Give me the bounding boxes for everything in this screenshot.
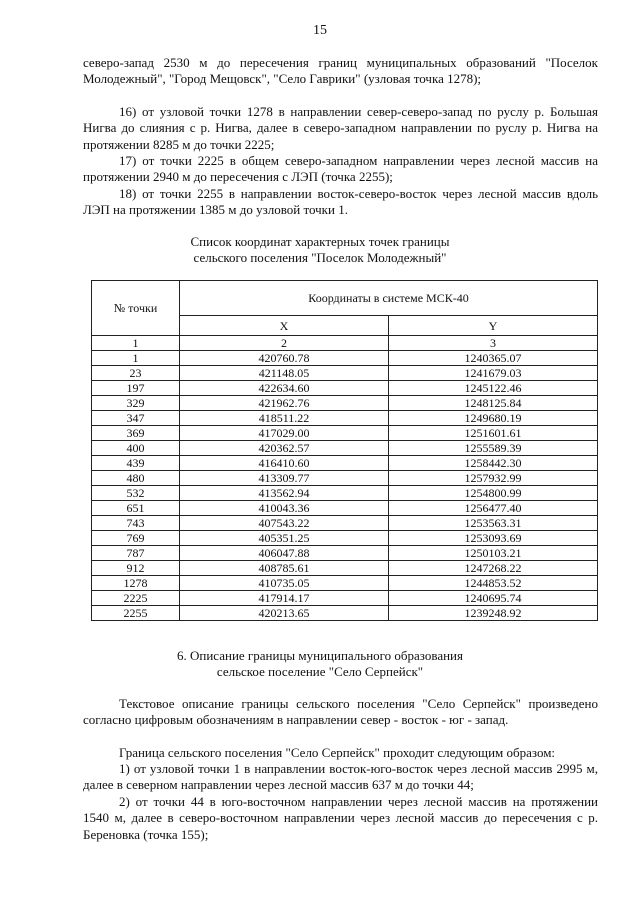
table-row [92, 531, 598, 546]
cell-x: 413562.94 [180, 486, 389, 501]
cell-y: 1239248.92 [389, 606, 598, 621]
cell-point: 329 [92, 396, 180, 411]
cell-x: 417914.17 [180, 591, 389, 606]
cell-x: 410735.05 [180, 576, 389, 591]
cell-x: 410043.36 [180, 501, 389, 516]
cell-x: 413309.77 [180, 471, 389, 486]
table-row [92, 501, 598, 516]
cell-y: 1240365.07 [389, 351, 598, 366]
header-coordinate-system: Координаты в системе МСК-40 [180, 281, 598, 316]
table-row [92, 411, 598, 426]
cell-point: 651 [92, 501, 180, 516]
cell-y: 1248125.84 [389, 396, 598, 411]
table-row [92, 591, 598, 606]
cell-point: 2225 [92, 591, 180, 606]
cell-x: 418511.22 [180, 411, 389, 426]
cell-x: 421148.05 [180, 366, 389, 381]
table-row [92, 546, 598, 561]
table-row [92, 381, 598, 396]
section-heading-line-1: 6. Описание границы муниципального образования [177, 648, 463, 663]
table-row [92, 366, 598, 381]
paragraph-item-1: 1) от узловой точки 1 в направлении восток-юго-восток через лесной массив 2995 м, далее в северном направлении через лесной массив 637 м до точки 44; [83, 761, 598, 793]
cell-point: 787 [92, 546, 180, 561]
cell-x: 420213.65 [180, 606, 389, 621]
cell-point: 369 [92, 426, 180, 441]
index-cell: 3 [389, 336, 598, 351]
cell-x: 405351.25 [180, 531, 389, 546]
cell-x: 421962.76 [180, 396, 389, 411]
table-row [92, 396, 598, 411]
cell-x: 420362.57 [180, 441, 389, 456]
paragraph-item-17: 17) от точки 2225 в общем северо-западном направлении через лесной массив на протяжении 2940 м до пересечения с ЛЭП (точка 2255); [83, 153, 598, 185]
table-caption-line-1: Список координат характерных точек границы [190, 234, 450, 249]
paragraph-intro-continuation: северо-запад 2530 м до пересечения границ муниципальных образований "Поселок Молодежный", "Город Мещовск", "Село Гаврики" (узловая точка 1278); [83, 55, 598, 87]
cell-x: 422634.60 [180, 381, 389, 396]
table-row [92, 561, 598, 576]
table-row [92, 486, 598, 501]
cell-y: 1254800.99 [389, 486, 598, 501]
header-point-number: № точки [92, 281, 180, 336]
table-row [92, 441, 598, 456]
paragraph-text-description: Текстовое описание границы сельского поселения "Село Серпейск" произведено согласно цифровым обозначениям в направлении север - восток - юг - запад. [83, 696, 598, 728]
cell-y: 1251601.61 [389, 426, 598, 441]
index-cell: 2 [180, 336, 389, 351]
cell-y: 1241679.03 [389, 366, 598, 381]
paragraph-item-18: 18) от точки 2255 в направлении восток-северо-восток через лесной массив вдоль ЛЭП на протяжении 1385 м до узловой точки 1. [83, 186, 598, 218]
cell-x: 408785.61 [180, 561, 389, 576]
cell-y: 1255589.39 [389, 441, 598, 456]
table-caption-line-2: сельского поселения "Поселок Молодежный" [193, 250, 447, 265]
cell-point: 912 [92, 561, 180, 576]
cell-point: 439 [92, 456, 180, 471]
cell-y: 1240695.74 [389, 591, 598, 606]
table-row [92, 516, 598, 531]
cell-y: 1244853.52 [389, 576, 598, 591]
cell-point: 1 [92, 351, 180, 366]
cell-y: 1256477.40 [389, 501, 598, 516]
paragraph-item-2: 2) от точки 44 в юго-восточном направлении через лесной массив на протяжении 1540 м, далее в северо-восточном направлении через лесной массив до пересечения с р. Береновка (точка 155); [83, 794, 598, 842]
table-row [92, 576, 598, 591]
header-x: X [180, 316, 389, 336]
section-heading-line-2: сельское поселение "Село Серпейск" [216, 664, 424, 679]
cell-y: 1258442.30 [389, 456, 598, 471]
cell-point: 769 [92, 531, 180, 546]
cell-y: 1250103.21 [389, 546, 598, 561]
cell-point: 347 [92, 411, 180, 426]
cell-point: 743 [92, 516, 180, 531]
paragraph-item-16: 16) от узловой точки 1278 в направлении север-северо-запад по руслу р. Большая Нигва до слияния с р. Нигва, далее в северо-западном направлении по руслу р. Нигва на протяжении 8285 м до точки 2225; [83, 104, 598, 152]
cell-point: 2255 [92, 606, 180, 621]
cell-point: 197 [92, 381, 180, 396]
header-y: Y [389, 316, 598, 336]
cell-y: 1247268.22 [389, 561, 598, 576]
paragraph-boundary-intro: Граница сельского поселения "Село Серпейск" проходит следующим образом: [119, 745, 556, 760]
page-number: 15 [313, 23, 327, 38]
cell-point: 1278 [92, 576, 180, 591]
cell-x: 407543.22 [180, 516, 389, 531]
index-cell: 1 [92, 336, 180, 351]
cell-x: 420760.78 [180, 351, 389, 366]
cell-point: 23 [92, 366, 180, 381]
coordinates-table-body [92, 351, 598, 621]
cell-x: 417029.00 [180, 426, 389, 441]
table-row [92, 426, 598, 441]
cell-point: 480 [92, 471, 180, 486]
cell-y: 1253563.31 [389, 516, 598, 531]
table-row [92, 606, 598, 621]
coordinates-table [91, 280, 598, 621]
table-row [92, 456, 598, 471]
cell-point: 532 [92, 486, 180, 501]
cell-x: 406047.88 [180, 546, 389, 561]
table-row [92, 351, 598, 366]
cell-x: 416410.60 [180, 456, 389, 471]
cell-y: 1245122.46 [389, 381, 598, 396]
cell-point: 400 [92, 441, 180, 456]
table-row [92, 471, 598, 486]
cell-y: 1253093.69 [389, 531, 598, 546]
cell-y: 1249680.19 [389, 411, 598, 426]
cell-y: 1257932.99 [389, 471, 598, 486]
